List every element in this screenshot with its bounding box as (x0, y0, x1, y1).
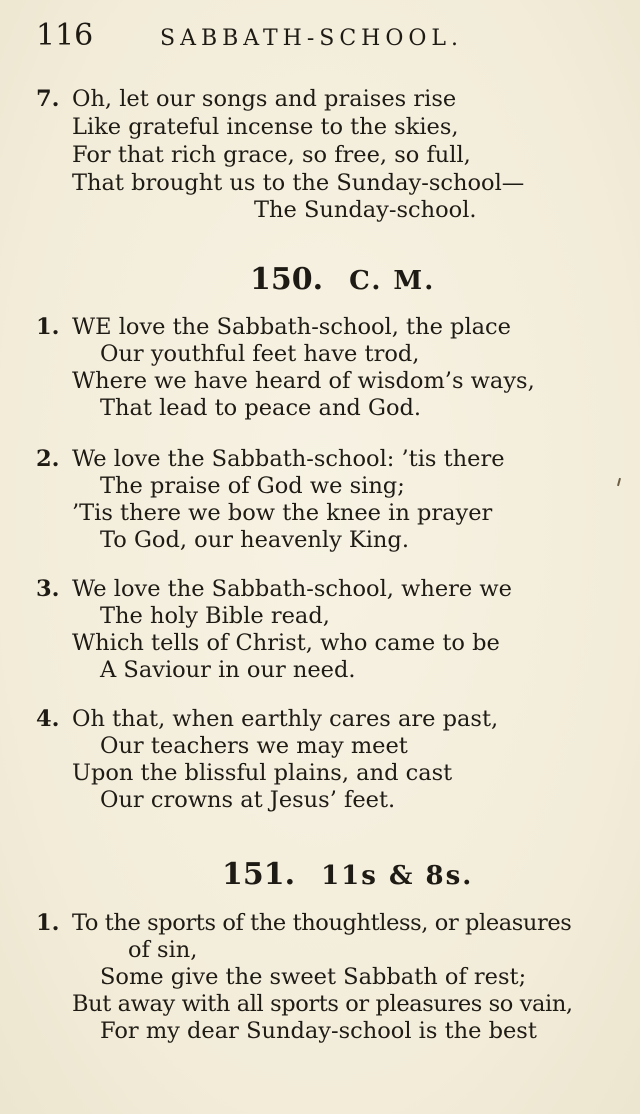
page-header (36, 18, 604, 58)
verse-line: Upon the blissful plains, and cast (72, 760, 453, 786)
verse-line: Oh, let our songs and praises rise (72, 86, 457, 112)
hymn-number: 151. (222, 857, 296, 892)
ink-speck (617, 478, 621, 486)
verse-line: For that rich grace, so free, so full, (72, 142, 471, 168)
hymn-meter: 11s & 8s. (321, 861, 474, 891)
verse-line: A Saviour in our need. (100, 657, 356, 683)
verse-line: Our youthful feet have trod, (100, 341, 420, 367)
hymn-number: 150. (250, 262, 324, 297)
verse-line: We love the Sabbath-school, where we (72, 576, 512, 602)
verse-line: The holy Bible read, (100, 603, 330, 629)
verse-line: For my dear Sunday-school is the best (100, 1018, 537, 1044)
verse-number: 3. (36, 576, 60, 602)
verse-line: To the sports of the thoughtless, or pleasures (72, 910, 572, 936)
verse-line: Our teachers we may meet (100, 733, 408, 759)
verse-line: But away with all sports or pleasures so vain, (72, 991, 573, 1017)
hymn-meter: C. M. (349, 266, 436, 296)
verse-refrain-line: The Sunday-school. (254, 197, 477, 223)
page-number: 116 (36, 18, 94, 53)
verse-line: ’Tis there we bow the knee in prayer (72, 500, 493, 526)
running-title: SABBATH-SCHOOL. (160, 26, 464, 51)
verse-line: Where we have heard of wisdom’s ways, (72, 368, 535, 394)
verse-line: WE love the Sabbath-school, the place (72, 314, 511, 340)
hymn-150-heading (250, 262, 436, 297)
verse-line: of sin, (128, 937, 198, 963)
verse-line: Like grateful incense to the skies, (72, 114, 459, 140)
verse-line: Some give the sweet Sabbath of rest; (100, 964, 527, 990)
verse-line: Oh that, when earthly cares are past, (72, 706, 499, 732)
verse-number: 1. (36, 314, 60, 340)
verse-line: Which tells of Christ, who came to be (72, 630, 500, 656)
verse-number: 7. (36, 86, 60, 112)
verse-line: To God, our heavenly King. (100, 527, 409, 553)
verse-line: Our crowns at Jesus’ feet. (100, 787, 396, 813)
verse-number: 2. (36, 446, 60, 472)
verse-number: 4. (36, 706, 60, 732)
hymn-151-heading (222, 857, 474, 892)
verse-line: That brought us to the Sunday-school— (72, 170, 525, 196)
verse-line: The praise of God we sing; (100, 473, 405, 499)
verse-number: 1. (36, 910, 60, 936)
verse-line: That lead to peace and God. (100, 395, 422, 421)
verse-line: We love the Sabbath-school: ’tis there (72, 446, 505, 472)
